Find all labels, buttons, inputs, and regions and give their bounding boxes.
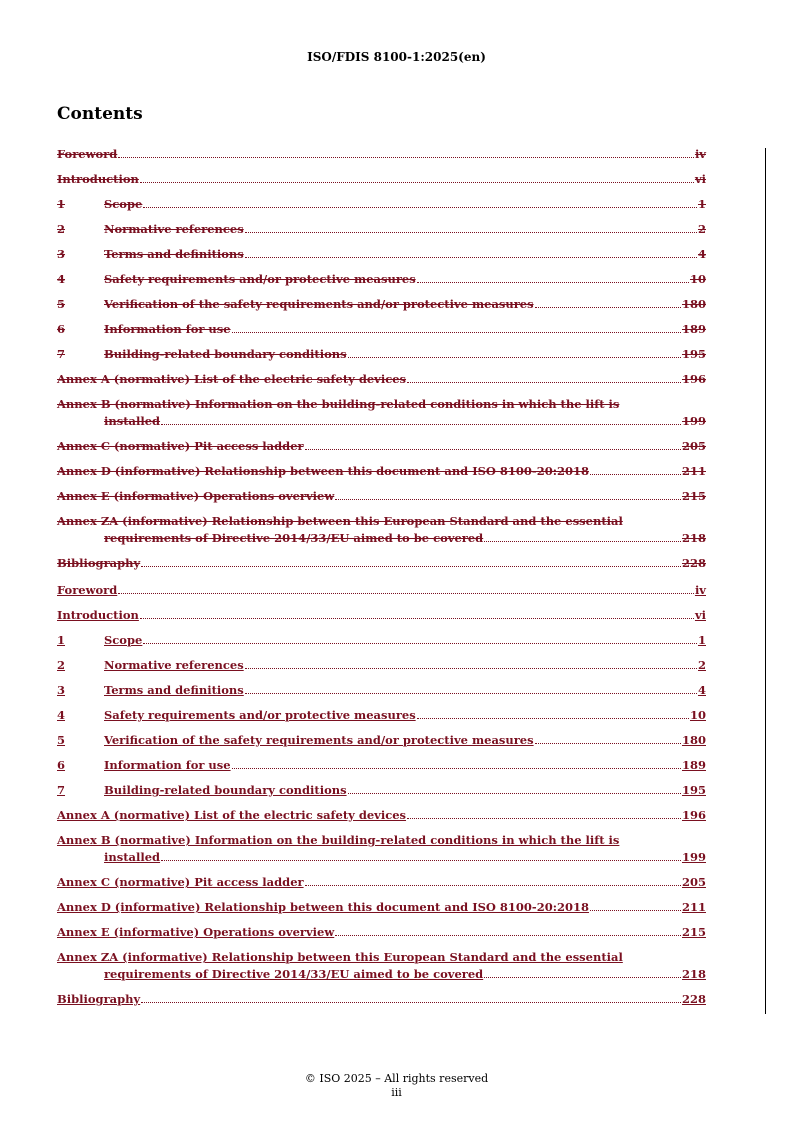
toc-entry[interactable]: [57, 396, 706, 430]
toc-dot-leader: [348, 793, 681, 794]
toc-entry-title: Normative references: [104, 658, 244, 672]
toc-entry-page: 199: [681, 414, 706, 428]
toc-entry-title: Introduction: [57, 172, 139, 186]
toc-entry-title: Annex B (normative) Information on the building-related conditions in which the lift is: [57, 833, 620, 847]
toc-entry-title: Scope: [104, 633, 143, 647]
toc-entry-page: 189: [681, 322, 706, 336]
toc-entry[interactable]: [57, 707, 706, 724]
toc-dot-leader: [141, 1002, 681, 1003]
toc-entry-title: Information for use: [104, 322, 231, 336]
toc-entry-number: 7: [57, 347, 66, 361]
toc-entry[interactable]: [57, 296, 706, 313]
toc-dot-leader: [407, 818, 681, 819]
toc-entry-title: Building-related boundary conditions: [104, 347, 347, 361]
toc-entry[interactable]: [57, 271, 706, 288]
toc-entry-number: 4: [57, 708, 66, 722]
toc-dot-leader: [335, 499, 681, 500]
toc-dot-leader: [140, 618, 694, 619]
toc-entry-title: Annex A (normative) List of the electric safety devices: [57, 372, 407, 386]
toc-entry-title: Bibliography: [57, 556, 141, 570]
toc-entry-page: 195: [681, 783, 706, 797]
toc-entry-title: Annex C (normative) Pit access ladder: [57, 439, 304, 453]
toc-entry-page: 4: [697, 247, 706, 261]
toc-entry-page: vi: [694, 172, 706, 186]
toc-entry-page: 180: [681, 733, 706, 747]
toc-entry[interactable]: [57, 991, 706, 1008]
page-title: Contents: [57, 104, 143, 124]
toc-entry-page: 228: [681, 556, 706, 570]
toc-entry-page: 211: [681, 464, 706, 478]
toc-entry[interactable]: [57, 782, 706, 799]
toc-entry[interactable]: [57, 371, 706, 388]
toc-entry-title: Annex D (informative) Relationship between this document and ISO 8100-20:2018: [57, 900, 589, 914]
toc-entry-title: Annex E (informative) Operations overview: [57, 925, 335, 939]
toc-entry-page: 195: [681, 347, 706, 361]
toc-entry[interactable]: [57, 463, 706, 480]
toc-dot-leader: [590, 474, 681, 475]
toc-entry-page: 196: [681, 808, 706, 822]
toc-dot-leader: [245, 693, 697, 694]
toc-entry-title: Information for use: [104, 758, 231, 772]
toc-entry[interactable]: [57, 146, 706, 163]
toc-dot-leader: [417, 282, 689, 283]
toc-dot-leader: [118, 157, 694, 158]
toc-entry-page: vi: [694, 608, 706, 622]
toc-entry-title: Annex C (normative) Pit access ladder: [57, 875, 304, 889]
toc-entry-title: Safety requirements and/or protective measures: [104, 708, 416, 722]
toc-entry-page: 1: [697, 197, 706, 211]
toc-entry-page: 228: [681, 992, 706, 1006]
toc-dot-leader: [118, 593, 694, 594]
toc-entry-page: 205: [681, 875, 706, 889]
copyright-notice: © ISO 2025 – All rights reserved: [304, 1072, 489, 1085]
toc-entry[interactable]: [57, 632, 706, 649]
toc-dot-leader: [245, 257, 697, 258]
toc-entry[interactable]: [57, 321, 706, 338]
page-footer: [0, 1072, 793, 1100]
toc-dot-leader: [143, 207, 697, 208]
toc-dot-leader: [535, 307, 681, 308]
toc-entry-number: 3: [57, 247, 66, 261]
toc-entry[interactable]: [57, 513, 706, 547]
toc-dot-leader: [407, 382, 681, 383]
toc-entry[interactable]: [57, 246, 706, 263]
toc-dot-leader: [484, 977, 681, 978]
toc-entry[interactable]: [57, 874, 706, 891]
toc-entry-number: 6: [57, 322, 66, 336]
toc-entry-title: Safety requirements and/or protective measures: [104, 272, 416, 286]
toc-entry[interactable]: [57, 682, 706, 699]
toc-entry-title: Building-related boundary conditions: [104, 783, 347, 797]
toc-entry[interactable]: [57, 221, 706, 238]
toc-entry-title: Annex ZA (informative) Relationship between this European Standard and the essential: [57, 514, 623, 528]
toc-entry-title: Foreword: [57, 583, 118, 597]
toc-entry-title: Foreword: [57, 147, 118, 161]
toc-entry[interactable]: [57, 607, 706, 624]
toc-entry-title: Scope: [104, 197, 143, 211]
toc-entry-title: Bibliography: [57, 992, 141, 1006]
document-header: ISO/FDIS 8100-1:2025(en): [307, 50, 486, 64]
toc-entry-number: 4: [57, 272, 66, 286]
toc-entry[interactable]: [57, 582, 706, 599]
toc-entry-title: Normative references: [104, 222, 244, 236]
toc-entry[interactable]: [57, 171, 706, 188]
toc-entry-title: Verification of the safety requirements and/or protective measures: [104, 297, 534, 311]
toc-entry-page: 10: [689, 272, 706, 286]
toc-entry-page: 196: [681, 372, 706, 386]
toc-entry[interactable]: [57, 924, 706, 941]
toc-dot-leader: [484, 541, 681, 542]
toc-entry[interactable]: [57, 757, 706, 774]
toc-dot-leader: [141, 566, 681, 567]
toc-dot-leader: [232, 768, 681, 769]
toc-entry-title: Annex ZA (informative) Relationship between this European Standard and the essential: [57, 950, 623, 964]
toc-entry[interactable]: [57, 438, 706, 455]
toc-entry-title-continuation: installed: [104, 414, 161, 428]
toc-dot-leader: [245, 232, 697, 233]
toc-entry-title: Introduction: [57, 608, 139, 622]
toc-entry-number: 2: [57, 658, 66, 672]
toc-dot-leader: [348, 357, 681, 358]
toc-dot-leader: [305, 449, 681, 450]
toc-entry-page: 205: [681, 439, 706, 453]
toc-entry[interactable]: [57, 346, 706, 363]
toc-dot-leader: [161, 860, 681, 861]
toc-entry-title: Annex E (informative) Operations overview: [57, 489, 335, 503]
toc-entry-number: 1: [57, 197, 66, 211]
toc-entry-number: 5: [57, 297, 66, 311]
toc-entry-number: 3: [57, 683, 66, 697]
toc-entry[interactable]: [57, 832, 706, 866]
toc-entry-title: Terms and definitions: [104, 247, 244, 261]
toc-entry[interactable]: [57, 555, 706, 572]
toc-entry-title-continuation: requirements of Directive 2014/33/EU aimed to be covered: [104, 967, 484, 981]
change-bar: [765, 148, 766, 1014]
toc-dot-leader: [140, 182, 694, 183]
toc-entry[interactable]: [57, 949, 706, 983]
toc-entry[interactable]: [57, 899, 706, 916]
toc-dot-leader: [143, 643, 697, 644]
toc-entry-page: 218: [681, 967, 706, 981]
toc-entry-number: 2: [57, 222, 66, 236]
toc-dot-leader: [417, 718, 689, 719]
toc-entry-page: 4: [697, 683, 706, 697]
toc-dot-leader: [335, 935, 681, 936]
toc-entry-page: 215: [681, 925, 706, 939]
toc-dot-leader: [305, 885, 681, 886]
toc-entry-page: 10: [689, 708, 706, 722]
toc-entry-page: iv: [694, 147, 706, 161]
toc-entry-page: iv: [694, 583, 706, 597]
toc-entry-title: Annex A (normative) List of the electric safety devices: [57, 808, 407, 822]
toc-entry-page: 189: [681, 758, 706, 772]
toc-entry-title-continuation: requirements of Directive 2014/33/EU aimed to be covered: [104, 531, 484, 545]
toc-entry-page: 2: [697, 658, 706, 672]
toc-entry-title: Annex B (normative) Information on the building-related conditions in which the lift is: [57, 397, 620, 411]
toc-entry-page: 218: [681, 531, 706, 545]
toc-entry[interactable]: [57, 732, 706, 749]
toc-entry-page: 199: [681, 850, 706, 864]
toc-entry-page: 211: [681, 900, 706, 914]
toc-entry-title-continuation: installed: [104, 850, 161, 864]
toc-entry-page: 2: [697, 222, 706, 236]
toc-entry[interactable]: [57, 807, 706, 824]
toc-entry-page: 1: [697, 633, 706, 647]
toc-entry-title: Terms and definitions: [104, 683, 244, 697]
toc-entry-number: 6: [57, 758, 66, 772]
toc-entry-number: 5: [57, 733, 66, 747]
toc-entry-number: 1: [57, 633, 66, 647]
toc-entry-title: Verification of the safety requirements and/or protective measures: [104, 733, 534, 747]
toc-dot-leader: [590, 910, 681, 911]
toc-dot-leader: [232, 332, 681, 333]
toc-entry-number: 7: [57, 783, 66, 797]
toc-entry-title: Annex D (informative) Relationship between this document and ISO 8100-20:2018: [57, 464, 589, 478]
toc-dot-leader: [161, 424, 681, 425]
toc-entry[interactable]: [57, 196, 706, 213]
toc-entry-page: 215: [681, 489, 706, 503]
toc-entry[interactable]: [57, 488, 706, 505]
toc-entry[interactable]: [57, 657, 706, 674]
toc-dot-leader: [245, 668, 697, 669]
page-number: iii: [391, 1086, 402, 1099]
toc-entry-page: 180: [681, 297, 706, 311]
toc-dot-leader: [535, 743, 681, 744]
